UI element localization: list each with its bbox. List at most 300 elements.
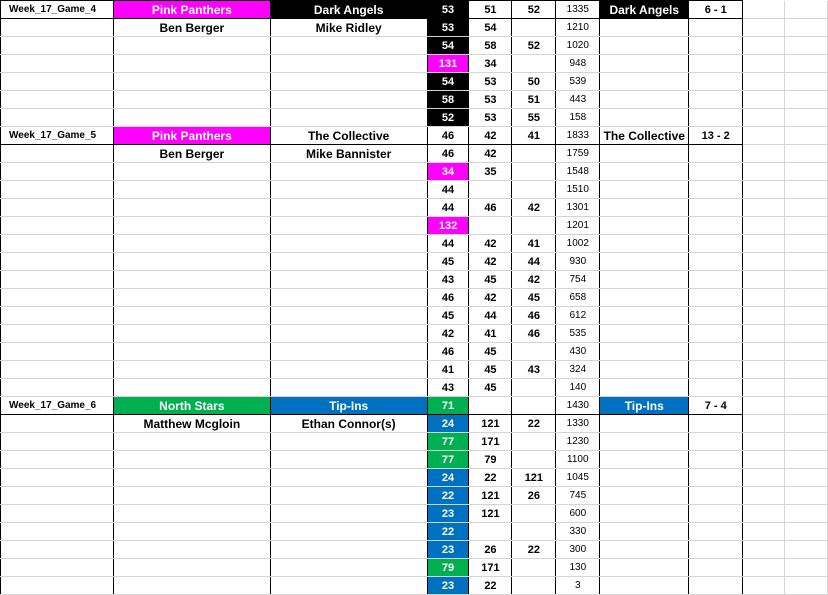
record-cell[interactable]: [689, 199, 743, 217]
empty-cell[interactable]: [785, 91, 828, 109]
empty-cell[interactable]: [785, 451, 828, 469]
score2-cell[interactable]: [469, 397, 512, 415]
record-cell[interactable]: 7 - 4: [689, 397, 743, 415]
empty-cell[interactable]: [743, 37, 785, 55]
points-cell[interactable]: 1301: [556, 199, 600, 217]
winner-cell[interactable]: [600, 55, 689, 73]
winner-cell[interactable]: [600, 523, 689, 541]
game-id-cell[interactable]: [1, 235, 114, 253]
empty-cell[interactable]: [743, 1, 785, 19]
score2-cell[interactable]: 45: [469, 379, 512, 397]
score3-cell[interactable]: 22: [512, 541, 556, 559]
game-id-cell[interactable]: [1, 91, 114, 109]
record-cell[interactable]: [689, 37, 743, 55]
team1-cell[interactable]: [113, 217, 270, 235]
team2-cell[interactable]: [270, 109, 427, 127]
points-cell[interactable]: 1833: [556, 127, 600, 145]
game-id-cell[interactable]: [1, 163, 114, 181]
team1-cell[interactable]: [113, 487, 270, 505]
game-id-cell[interactable]: [1, 577, 114, 595]
points-cell[interactable]: 539: [556, 73, 600, 91]
empty-cell[interactable]: [743, 325, 785, 343]
score3-cell[interactable]: 43: [512, 361, 556, 379]
team2-cell[interactable]: [270, 343, 427, 361]
empty-cell[interactable]: [743, 91, 785, 109]
empty-cell[interactable]: [743, 397, 785, 415]
game-id-cell[interactable]: [1, 433, 114, 451]
game-id-cell[interactable]: [1, 451, 114, 469]
empty-cell[interactable]: [743, 73, 785, 91]
team1-cell[interactable]: Pink Panthers: [113, 127, 270, 145]
winner-cell[interactable]: [600, 289, 689, 307]
team1-cell[interactable]: [113, 55, 270, 73]
game-id-cell[interactable]: Week_17_Game_6: [1, 397, 114, 415]
record-cell[interactable]: [689, 181, 743, 199]
winner-cell[interactable]: [600, 325, 689, 343]
winner-cell[interactable]: [600, 181, 689, 199]
empty-cell[interactable]: [785, 487, 828, 505]
game-id-cell[interactable]: [1, 145, 114, 163]
record-cell[interactable]: [689, 217, 743, 235]
score1-cell[interactable]: 52: [427, 109, 469, 127]
score2-cell[interactable]: 51: [469, 1, 512, 19]
team2-cell[interactable]: [270, 91, 427, 109]
team2-cell[interactable]: [270, 289, 427, 307]
team2-cell[interactable]: [270, 163, 427, 181]
team2-cell[interactable]: [270, 487, 427, 505]
game-id-cell[interactable]: [1, 73, 114, 91]
score2-cell[interactable]: 42: [469, 289, 512, 307]
points-cell[interactable]: 658: [556, 289, 600, 307]
score3-cell[interactable]: 26: [512, 487, 556, 505]
score3-cell[interactable]: 41: [512, 127, 556, 145]
winner-cell[interactable]: [600, 199, 689, 217]
score3-cell[interactable]: [512, 577, 556, 595]
score1-cell[interactable]: 131: [427, 55, 469, 73]
score3-cell[interactable]: 22: [512, 415, 556, 433]
team1-cell[interactable]: [113, 73, 270, 91]
record-cell[interactable]: [689, 271, 743, 289]
points-cell[interactable]: 1230: [556, 433, 600, 451]
game-id-cell[interactable]: [1, 523, 114, 541]
points-cell[interactable]: 330: [556, 523, 600, 541]
empty-cell[interactable]: [743, 199, 785, 217]
winner-cell[interactable]: Tip-Ins: [600, 397, 689, 415]
empty-cell[interactable]: [785, 307, 828, 325]
team1-cell[interactable]: [113, 541, 270, 559]
points-cell[interactable]: 1201: [556, 217, 600, 235]
score1-cell[interactable]: 41: [427, 361, 469, 379]
record-cell[interactable]: [689, 559, 743, 577]
score1-cell[interactable]: 132: [427, 217, 469, 235]
winner-cell[interactable]: Dark Angels: [600, 1, 689, 19]
empty-cell[interactable]: [743, 217, 785, 235]
empty-cell[interactable]: [743, 181, 785, 199]
game-id-cell[interactable]: [1, 253, 114, 271]
empty-cell[interactable]: [785, 397, 828, 415]
game-id-cell[interactable]: [1, 109, 114, 127]
winner-cell[interactable]: [600, 37, 689, 55]
score1-cell[interactable]: 43: [427, 379, 469, 397]
record-cell[interactable]: [689, 379, 743, 397]
record-cell[interactable]: [689, 469, 743, 487]
game-id-cell[interactable]: [1, 379, 114, 397]
score1-cell[interactable]: 22: [427, 487, 469, 505]
points-cell[interactable]: 1210: [556, 19, 600, 37]
team1-cell[interactable]: [113, 163, 270, 181]
winner-cell[interactable]: [600, 559, 689, 577]
team2-cell[interactable]: Mike Ridley: [270, 19, 427, 37]
empty-cell[interactable]: [743, 109, 785, 127]
record-cell[interactable]: [689, 523, 743, 541]
empty-cell[interactable]: [743, 559, 785, 577]
points-cell[interactable]: 3: [556, 577, 600, 595]
record-cell[interactable]: [689, 55, 743, 73]
points-cell[interactable]: 140: [556, 379, 600, 397]
game-id-cell[interactable]: [1, 199, 114, 217]
score2-cell[interactable]: 42: [469, 127, 512, 145]
score3-cell[interactable]: 46: [512, 325, 556, 343]
points-cell[interactable]: 535: [556, 325, 600, 343]
empty-cell[interactable]: [785, 19, 828, 37]
team2-cell[interactable]: [270, 307, 427, 325]
score2-cell[interactable]: 22: [469, 469, 512, 487]
score3-cell[interactable]: [512, 19, 556, 37]
team1-cell[interactable]: [113, 469, 270, 487]
empty-cell[interactable]: [785, 73, 828, 91]
empty-cell[interactable]: [743, 415, 785, 433]
team2-cell[interactable]: [270, 541, 427, 559]
score3-cell[interactable]: [512, 523, 556, 541]
score2-cell[interactable]: 42: [469, 145, 512, 163]
score2-cell[interactable]: 35: [469, 163, 512, 181]
score1-cell[interactable]: 44: [427, 199, 469, 217]
score3-cell[interactable]: [512, 559, 556, 577]
record-cell[interactable]: [689, 451, 743, 469]
team2-cell[interactable]: [270, 469, 427, 487]
score2-cell[interactable]: 45: [469, 271, 512, 289]
winner-cell[interactable]: [600, 145, 689, 163]
team1-cell[interactable]: [113, 181, 270, 199]
team1-cell[interactable]: [113, 235, 270, 253]
record-cell[interactable]: [689, 19, 743, 37]
record-cell[interactable]: [689, 109, 743, 127]
team1-cell[interactable]: [113, 559, 270, 577]
team1-cell[interactable]: [113, 451, 270, 469]
game-id-cell[interactable]: [1, 541, 114, 559]
team1-cell[interactable]: [113, 343, 270, 361]
score1-cell[interactable]: 54: [427, 73, 469, 91]
game-id-cell[interactable]: [1, 19, 114, 37]
points-cell[interactable]: 612: [556, 307, 600, 325]
empty-cell[interactable]: [785, 217, 828, 235]
score2-cell[interactable]: 121: [469, 415, 512, 433]
empty-cell[interactable]: [785, 289, 828, 307]
winner-cell[interactable]: [600, 343, 689, 361]
record-cell[interactable]: [689, 91, 743, 109]
empty-cell[interactable]: [785, 181, 828, 199]
score3-cell[interactable]: 44: [512, 253, 556, 271]
record-cell[interactable]: [689, 505, 743, 523]
empty-cell[interactable]: [785, 235, 828, 253]
empty-cell[interactable]: [743, 487, 785, 505]
empty-cell[interactable]: [743, 235, 785, 253]
record-cell[interactable]: [689, 289, 743, 307]
game-id-cell[interactable]: [1, 289, 114, 307]
team2-cell[interactable]: [270, 559, 427, 577]
score1-cell[interactable]: 43: [427, 271, 469, 289]
points-cell[interactable]: 443: [556, 91, 600, 109]
score1-cell[interactable]: 23: [427, 541, 469, 559]
score2-cell[interactable]: 34: [469, 55, 512, 73]
team2-cell[interactable]: [270, 433, 427, 451]
points-cell[interactable]: 430: [556, 343, 600, 361]
team2-cell[interactable]: [270, 181, 427, 199]
score1-cell[interactable]: 22: [427, 523, 469, 541]
team1-cell[interactable]: [113, 577, 270, 595]
score1-cell[interactable]: 53: [427, 19, 469, 37]
winner-cell[interactable]: [600, 433, 689, 451]
winner-cell[interactable]: [600, 217, 689, 235]
empty-cell[interactable]: [785, 505, 828, 523]
score3-cell[interactable]: 41: [512, 235, 556, 253]
winner-cell[interactable]: [600, 487, 689, 505]
game-id-cell[interactable]: [1, 505, 114, 523]
points-cell[interactable]: 930: [556, 253, 600, 271]
points-cell[interactable]: 1045: [556, 469, 600, 487]
score2-cell[interactable]: 121: [469, 505, 512, 523]
team1-cell[interactable]: [113, 361, 270, 379]
score2-cell[interactable]: 53: [469, 109, 512, 127]
team2-cell[interactable]: [270, 55, 427, 73]
team1-cell[interactable]: [113, 433, 270, 451]
record-cell[interactable]: [689, 235, 743, 253]
points-cell[interactable]: 754: [556, 271, 600, 289]
game-id-cell[interactable]: [1, 469, 114, 487]
empty-cell[interactable]: [785, 433, 828, 451]
team2-cell[interactable]: [270, 235, 427, 253]
score2-cell[interactable]: 46: [469, 199, 512, 217]
game-id-cell[interactable]: [1, 325, 114, 343]
record-cell[interactable]: [689, 163, 743, 181]
record-cell[interactable]: 13 - 2: [689, 127, 743, 145]
winner-cell[interactable]: [600, 235, 689, 253]
team2-cell[interactable]: [270, 73, 427, 91]
record-cell[interactable]: [689, 145, 743, 163]
team2-cell[interactable]: [270, 325, 427, 343]
record-cell[interactable]: [689, 361, 743, 379]
team2-cell[interactable]: Mike Bannister: [270, 145, 427, 163]
score2-cell[interactable]: [469, 217, 512, 235]
game-id-cell[interactable]: Week_17_Game_5: [1, 127, 114, 145]
score3-cell[interactable]: 121: [512, 469, 556, 487]
points-cell[interactable]: 1548: [556, 163, 600, 181]
empty-cell[interactable]: [785, 1, 828, 19]
score3-cell[interactable]: [512, 217, 556, 235]
points-cell[interactable]: 1430: [556, 397, 600, 415]
empty-cell[interactable]: [743, 55, 785, 73]
team2-cell[interactable]: Ethan Connor(s): [270, 415, 427, 433]
record-cell[interactable]: 6 - 1: [689, 1, 743, 19]
empty-cell[interactable]: [743, 469, 785, 487]
score3-cell[interactable]: [512, 343, 556, 361]
score3-cell[interactable]: 42: [512, 271, 556, 289]
empty-cell[interactable]: [785, 577, 828, 595]
game-id-cell[interactable]: [1, 181, 114, 199]
team2-cell[interactable]: [270, 379, 427, 397]
score2-cell[interactable]: 53: [469, 91, 512, 109]
score1-cell[interactable]: 45: [427, 253, 469, 271]
team2-cell[interactable]: [270, 253, 427, 271]
winner-cell[interactable]: [600, 109, 689, 127]
empty-cell[interactable]: [785, 343, 828, 361]
winner-cell[interactable]: [600, 307, 689, 325]
points-cell[interactable]: 1100: [556, 451, 600, 469]
winner-cell[interactable]: [600, 271, 689, 289]
winner-cell[interactable]: [600, 253, 689, 271]
points-cell[interactable]: 1330: [556, 415, 600, 433]
empty-cell[interactable]: [785, 127, 828, 145]
score2-cell[interactable]: 54: [469, 19, 512, 37]
winner-cell[interactable]: [600, 91, 689, 109]
winner-cell[interactable]: [600, 73, 689, 91]
score2-cell[interactable]: 79: [469, 451, 512, 469]
score2-cell[interactable]: 42: [469, 253, 512, 271]
team2-cell[interactable]: [270, 37, 427, 55]
winner-cell[interactable]: The Collective: [600, 127, 689, 145]
points-cell[interactable]: 1002: [556, 235, 600, 253]
score3-cell[interactable]: [512, 505, 556, 523]
points-cell[interactable]: 600: [556, 505, 600, 523]
score1-cell[interactable]: 44: [427, 181, 469, 199]
score1-cell[interactable]: 45: [427, 307, 469, 325]
score1-cell[interactable]: 79: [427, 559, 469, 577]
empty-cell[interactable]: [785, 325, 828, 343]
points-cell[interactable]: 745: [556, 487, 600, 505]
game-id-cell[interactable]: [1, 55, 114, 73]
team1-cell[interactable]: [113, 523, 270, 541]
score3-cell[interactable]: [512, 163, 556, 181]
team1-cell[interactable]: [113, 199, 270, 217]
team1-cell[interactable]: North Stars: [113, 397, 270, 415]
score1-cell[interactable]: 42: [427, 325, 469, 343]
team2-cell[interactable]: [270, 523, 427, 541]
game-id-cell[interactable]: [1, 37, 114, 55]
score2-cell[interactable]: 121: [469, 487, 512, 505]
score3-cell[interactable]: 46: [512, 307, 556, 325]
team1-cell[interactable]: [113, 271, 270, 289]
score3-cell[interactable]: 52: [512, 37, 556, 55]
score3-cell[interactable]: [512, 451, 556, 469]
score2-cell[interactable]: 41: [469, 325, 512, 343]
empty-cell[interactable]: [743, 361, 785, 379]
empty-cell[interactable]: [785, 469, 828, 487]
score3-cell[interactable]: 50: [512, 73, 556, 91]
winner-cell[interactable]: [600, 379, 689, 397]
team1-cell[interactable]: [113, 289, 270, 307]
empty-cell[interactable]: [785, 109, 828, 127]
record-cell[interactable]: [689, 415, 743, 433]
score1-cell[interactable]: 46: [427, 145, 469, 163]
empty-cell[interactable]: [743, 379, 785, 397]
empty-cell[interactable]: [785, 163, 828, 181]
score1-cell[interactable]: 58: [427, 91, 469, 109]
record-cell[interactable]: [689, 307, 743, 325]
winner-cell[interactable]: [600, 163, 689, 181]
score1-cell[interactable]: 54: [427, 37, 469, 55]
empty-cell[interactable]: [743, 541, 785, 559]
empty-cell[interactable]: [785, 271, 828, 289]
points-cell[interactable]: 1510: [556, 181, 600, 199]
score2-cell[interactable]: [469, 523, 512, 541]
points-cell[interactable]: 1335: [556, 1, 600, 19]
score1-cell[interactable]: 44: [427, 235, 469, 253]
team2-cell[interactable]: [270, 199, 427, 217]
score2-cell[interactable]: 53: [469, 73, 512, 91]
winner-cell[interactable]: [600, 541, 689, 559]
points-cell[interactable]: 130: [556, 559, 600, 577]
score1-cell[interactable]: 71: [427, 397, 469, 415]
record-cell[interactable]: [689, 343, 743, 361]
winner-cell[interactable]: [600, 469, 689, 487]
empty-cell[interactable]: [743, 307, 785, 325]
empty-cell[interactable]: [743, 271, 785, 289]
empty-cell[interactable]: [743, 253, 785, 271]
score2-cell[interactable]: 45: [469, 361, 512, 379]
record-cell[interactable]: [689, 253, 743, 271]
record-cell[interactable]: [689, 577, 743, 595]
points-cell[interactable]: 948: [556, 55, 600, 73]
team1-cell[interactable]: [113, 91, 270, 109]
score2-cell[interactable]: 171: [469, 559, 512, 577]
team2-cell[interactable]: [270, 451, 427, 469]
record-cell[interactable]: [689, 73, 743, 91]
empty-cell[interactable]: [743, 19, 785, 37]
empty-cell[interactable]: [785, 379, 828, 397]
empty-cell[interactable]: [785, 361, 828, 379]
score2-cell[interactable]: 45: [469, 343, 512, 361]
empty-cell[interactable]: [785, 559, 828, 577]
empty-cell[interactable]: [743, 127, 785, 145]
game-id-cell[interactable]: [1, 361, 114, 379]
team1-cell[interactable]: Ben Berger: [113, 145, 270, 163]
score3-cell[interactable]: [512, 55, 556, 73]
score1-cell[interactable]: 24: [427, 469, 469, 487]
game-id-cell[interactable]: [1, 559, 114, 577]
empty-cell[interactable]: [785, 145, 828, 163]
empty-cell[interactable]: [785, 415, 828, 433]
score3-cell[interactable]: [512, 181, 556, 199]
team2-cell[interactable]: [270, 505, 427, 523]
team2-cell[interactable]: [270, 577, 427, 595]
winner-cell[interactable]: [600, 451, 689, 469]
empty-cell[interactable]: [785, 253, 828, 271]
score1-cell[interactable]: 53: [427, 1, 469, 19]
points-cell[interactable]: 324: [556, 361, 600, 379]
empty-cell[interactable]: [743, 577, 785, 595]
game-id-cell[interactable]: Week_17_Game_4: [1, 1, 114, 19]
score1-cell[interactable]: 77: [427, 433, 469, 451]
score1-cell[interactable]: 24: [427, 415, 469, 433]
record-cell[interactable]: [689, 487, 743, 505]
empty-cell[interactable]: [785, 199, 828, 217]
score1-cell[interactable]: 34: [427, 163, 469, 181]
winner-cell[interactable]: [600, 577, 689, 595]
empty-cell[interactable]: [743, 343, 785, 361]
team2-cell[interactable]: [270, 361, 427, 379]
score1-cell[interactable]: 23: [427, 505, 469, 523]
game-id-cell[interactable]: [1, 343, 114, 361]
